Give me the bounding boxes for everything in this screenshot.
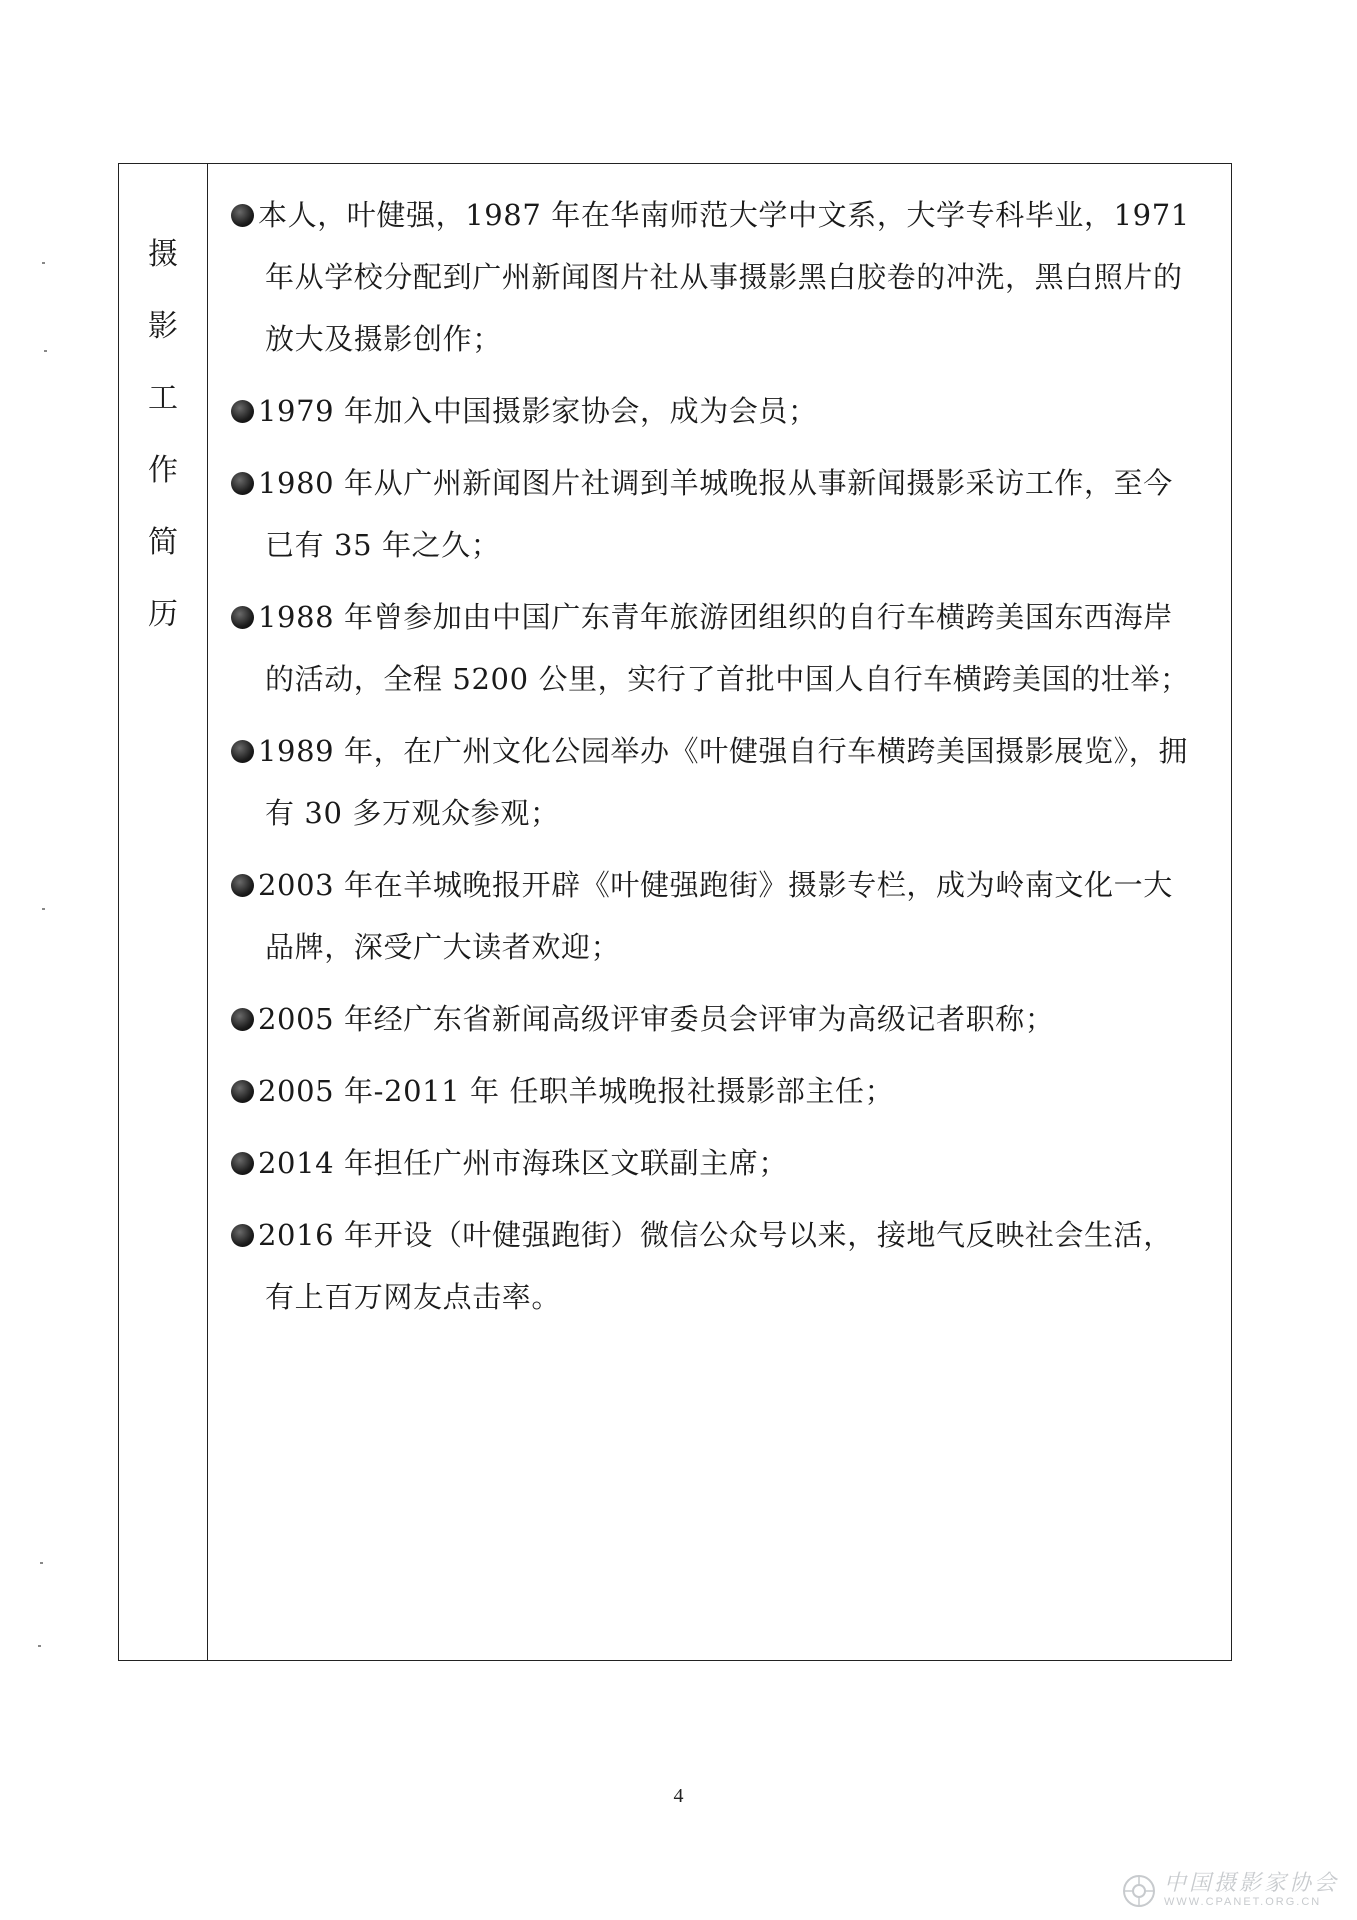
bullet-icon [231,1224,254,1247]
entry-line [231,586,1231,648]
entry-text: 2016 年开设（叶健强跑街）微信公众号以来，接地气反映社会生活， [258,1218,1173,1252]
entry-text: 2003 年在羊城晚报开辟《叶健强跑街》摄影专栏，成为岭南文化一大 [258,868,1173,902]
entry-line: 年从学校分配到广州新闻图片社从事摄影黑白胶卷的冲洗，黑白照片的 [265,260,1183,294]
watermark [1122,1873,1339,1908]
entry-text: 1989 年，在广州文化公园举办《叶健强自行车横跨美国摄影展览》，拥 [258,734,1188,768]
bullet-icon [231,472,254,495]
entry-text: 1980 年从广州新闻图片社调到羊城晚报从事新闻摄影采访工作，至今 [258,466,1173,500]
watermark-text-cn: 中国摄影家协会 [1163,1871,1339,1896]
entry-text: 2014 年担任广州市海珠区文联副主席； [258,1146,789,1180]
resume-entry [231,1060,1231,1122]
section-label-char: 作 [148,453,178,488]
bullet-icon [231,606,254,629]
entry-line [231,720,1231,782]
resume-entry [231,586,1231,710]
watermark-text [1164,1873,1339,1908]
entry-line [231,988,1231,1050]
resume-entry [231,988,1231,1050]
resume-entry [231,1132,1231,1194]
column-divider [207,164,208,1660]
bullet-icon [231,400,254,423]
entry-line: 的活动，全程 5200 公里，实行了首批中国人自行车横跨美国的壮举； [265,662,1190,696]
section-label-char: 工 [148,381,178,416]
bullet-icon [231,740,254,763]
entry-line [231,1204,1231,1266]
entry-line: 有 30 多万观众参观； [265,796,560,830]
entry-text: 1979 年加入中国摄影家协会，成为会员； [258,394,818,428]
watermark-text-en: WWW.CPANET.ORG.CN [1163,1896,1322,1908]
entry-line: 放大及摄影创作； [265,322,502,356]
bullet-icon [231,874,254,897]
scan-speck [44,350,47,352]
entry-text: 本人，叶健强，1987 年在华南师范大学中文系，大学专科毕业，1971 [258,198,1190,232]
resume-table [118,163,1232,1661]
entry-line [231,1060,1231,1122]
scan-speck [42,908,45,910]
bullet-icon [231,1008,254,1031]
entry-line [231,1132,1231,1194]
bullet-icon [231,1080,254,1103]
scan-speck [42,262,45,264]
entry-line [231,380,1231,442]
section-label-char: 影 [148,309,178,344]
entry-text: 2005 年-2011 年 任职羊城晚报社摄影部主任； [258,1074,895,1108]
entry-line: 品牌，深受广大读者欢迎； [265,930,621,964]
bullet-icon [231,1152,254,1175]
entry-text: 2005 年经广东省新闻高级评审委员会评审为高级记者职称； [258,1002,1055,1036]
entry-line [231,854,1231,916]
entry-line [231,452,1231,514]
resume-entry [231,452,1231,576]
resume-entries [231,184,1231,1338]
scan-speck [40,1562,43,1564]
resume-entry [231,854,1231,978]
resume-entry [231,184,1231,370]
entry-line [231,184,1231,246]
section-label-char: 简 [148,525,178,560]
section-label-char: 摄 [148,237,178,272]
resume-entry [231,1204,1231,1328]
cpa-logo-icon [1122,1874,1156,1908]
entry-text: 1988 年曾参加由中国广东青年旅游团组织的自行车横跨美国东西海岸 [258,600,1173,634]
resume-entry [231,380,1231,442]
bullet-icon [231,204,254,227]
entry-line: 已有 35 年之久； [265,528,501,562]
page-number: 4 [673,1785,684,1807]
resume-entry [231,720,1231,844]
section-label [119,237,207,672]
section-label-char: 历 [148,597,178,632]
entry-line: 有上百万网友点击率。 [265,1280,562,1314]
scan-speck [38,1645,41,1647]
